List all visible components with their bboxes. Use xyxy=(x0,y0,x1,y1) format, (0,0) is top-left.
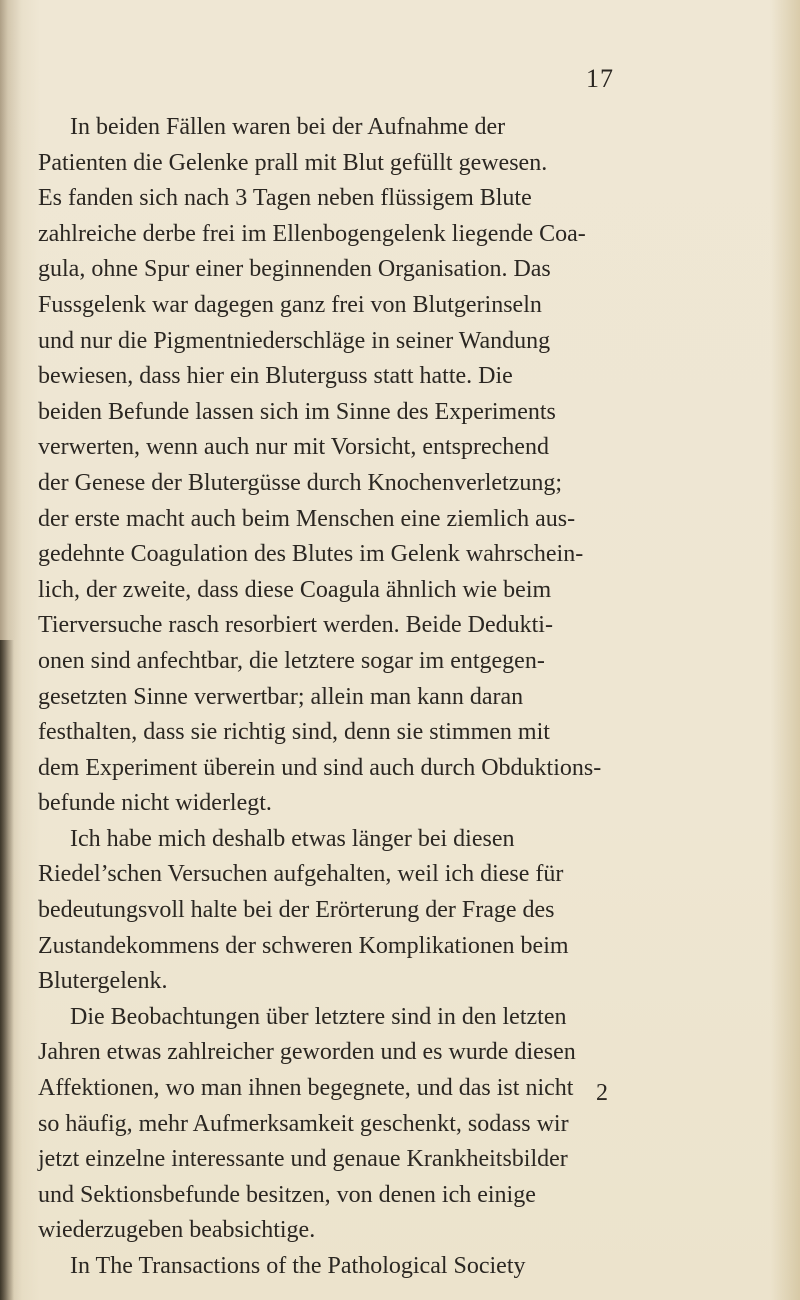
text-line: gedehnte Coagulation des Blutes im Gelenk wahrschein- xyxy=(38,541,584,568)
text-line: festhalten, dass sie richtig sind, denn sie stimmen mit xyxy=(38,719,550,746)
text-line: verwerten, wenn auch nur mit Vorsicht, entsprechend xyxy=(38,434,549,461)
text-line: gesetzten Sinne verwertbar; allein man kann daran xyxy=(38,683,524,710)
text-line: bewiesen, dass hier ein Bluterguss statt hatte. Die xyxy=(38,363,513,390)
text-line: und nur die Pigmentniederschläge in seiner Wandung xyxy=(38,327,551,354)
text-line: Affektionen, wo man ihnen begegnete, und das ist nicht xyxy=(38,1075,574,1102)
text-line: befunde nicht widerlegt. xyxy=(38,790,272,817)
text-line: Blutergelenk. xyxy=(38,968,168,995)
body-text xyxy=(30,110,800,1285)
text-line: bedeutungsvoll halte bei der Erörterung der Frage des xyxy=(38,897,555,924)
text-line: gula, ohne Spur einer beginnenden Organisation. Das xyxy=(38,256,551,283)
text-line: Es fanden sich nach 3 Tagen neben flüssigem Blute xyxy=(38,185,532,212)
text-line: und Sektionsbefunde besitzen, von denen ich einige xyxy=(38,1181,536,1208)
text-line: Fussgelenk war dagegen ganz frei von Blutgerinseln xyxy=(38,291,542,318)
text-line: der erste macht auch beim Menschen eine ziemlich aus- xyxy=(38,505,576,532)
text-line: lich, der zweite, dass diese Coagula ähnlich wie beim xyxy=(38,576,552,603)
signature-mark: 2 xyxy=(596,1080,608,1106)
text-line: Riedel’schen Versuchen aufgehalten, weil ich diese für xyxy=(38,861,564,888)
text-line: Die Beobachtungen über letztere sind in den letzten xyxy=(70,1003,567,1030)
page-number: 17 xyxy=(586,64,614,93)
text-line: dem Experiment überein und sind auch durch Obduktions- xyxy=(38,754,602,781)
text-line: wiederzugeben beabsichtige. xyxy=(38,1217,316,1244)
text-line: In The Transactions of the Pathological Society xyxy=(70,1253,526,1279)
text-line: Tierversuche rasch resorbiert werden. Beide Dedukti- xyxy=(38,612,553,639)
text-line: Jahren etwas zahlreicher geworden und es wurde diesen xyxy=(38,1039,576,1066)
text-line: In beiden Fällen waren bei der Aufnahme der xyxy=(70,114,506,140)
text-line: Patienten die Gelenke prall mit Blut gefüllt gewesen. xyxy=(38,149,548,176)
text-line: Ich habe mich deshalb etwas länger bei diesen xyxy=(70,825,515,852)
text-line: zahlreiche derbe frei im Ellenbogengelenk liegende Coa- xyxy=(38,220,586,247)
spine-shadow xyxy=(0,640,14,1300)
text-line: Zustandekommens der schweren Komplikationen beim xyxy=(38,932,569,959)
text-line: beiden Befunde lassen sich im Sinne des Experiments xyxy=(38,398,556,425)
text-line: der Genese der Blutergüsse durch Knochenverletzung; xyxy=(38,469,563,496)
text-line: so häufig, mehr Aufmerksamkeit geschenkt, sodass wir xyxy=(38,1110,569,1137)
text-line: onen sind anfechtbar, die letztere sogar im entgegen- xyxy=(38,647,545,674)
text-line: jetzt einzelne interessante und genaue Krankheitsbilder xyxy=(38,1146,568,1173)
